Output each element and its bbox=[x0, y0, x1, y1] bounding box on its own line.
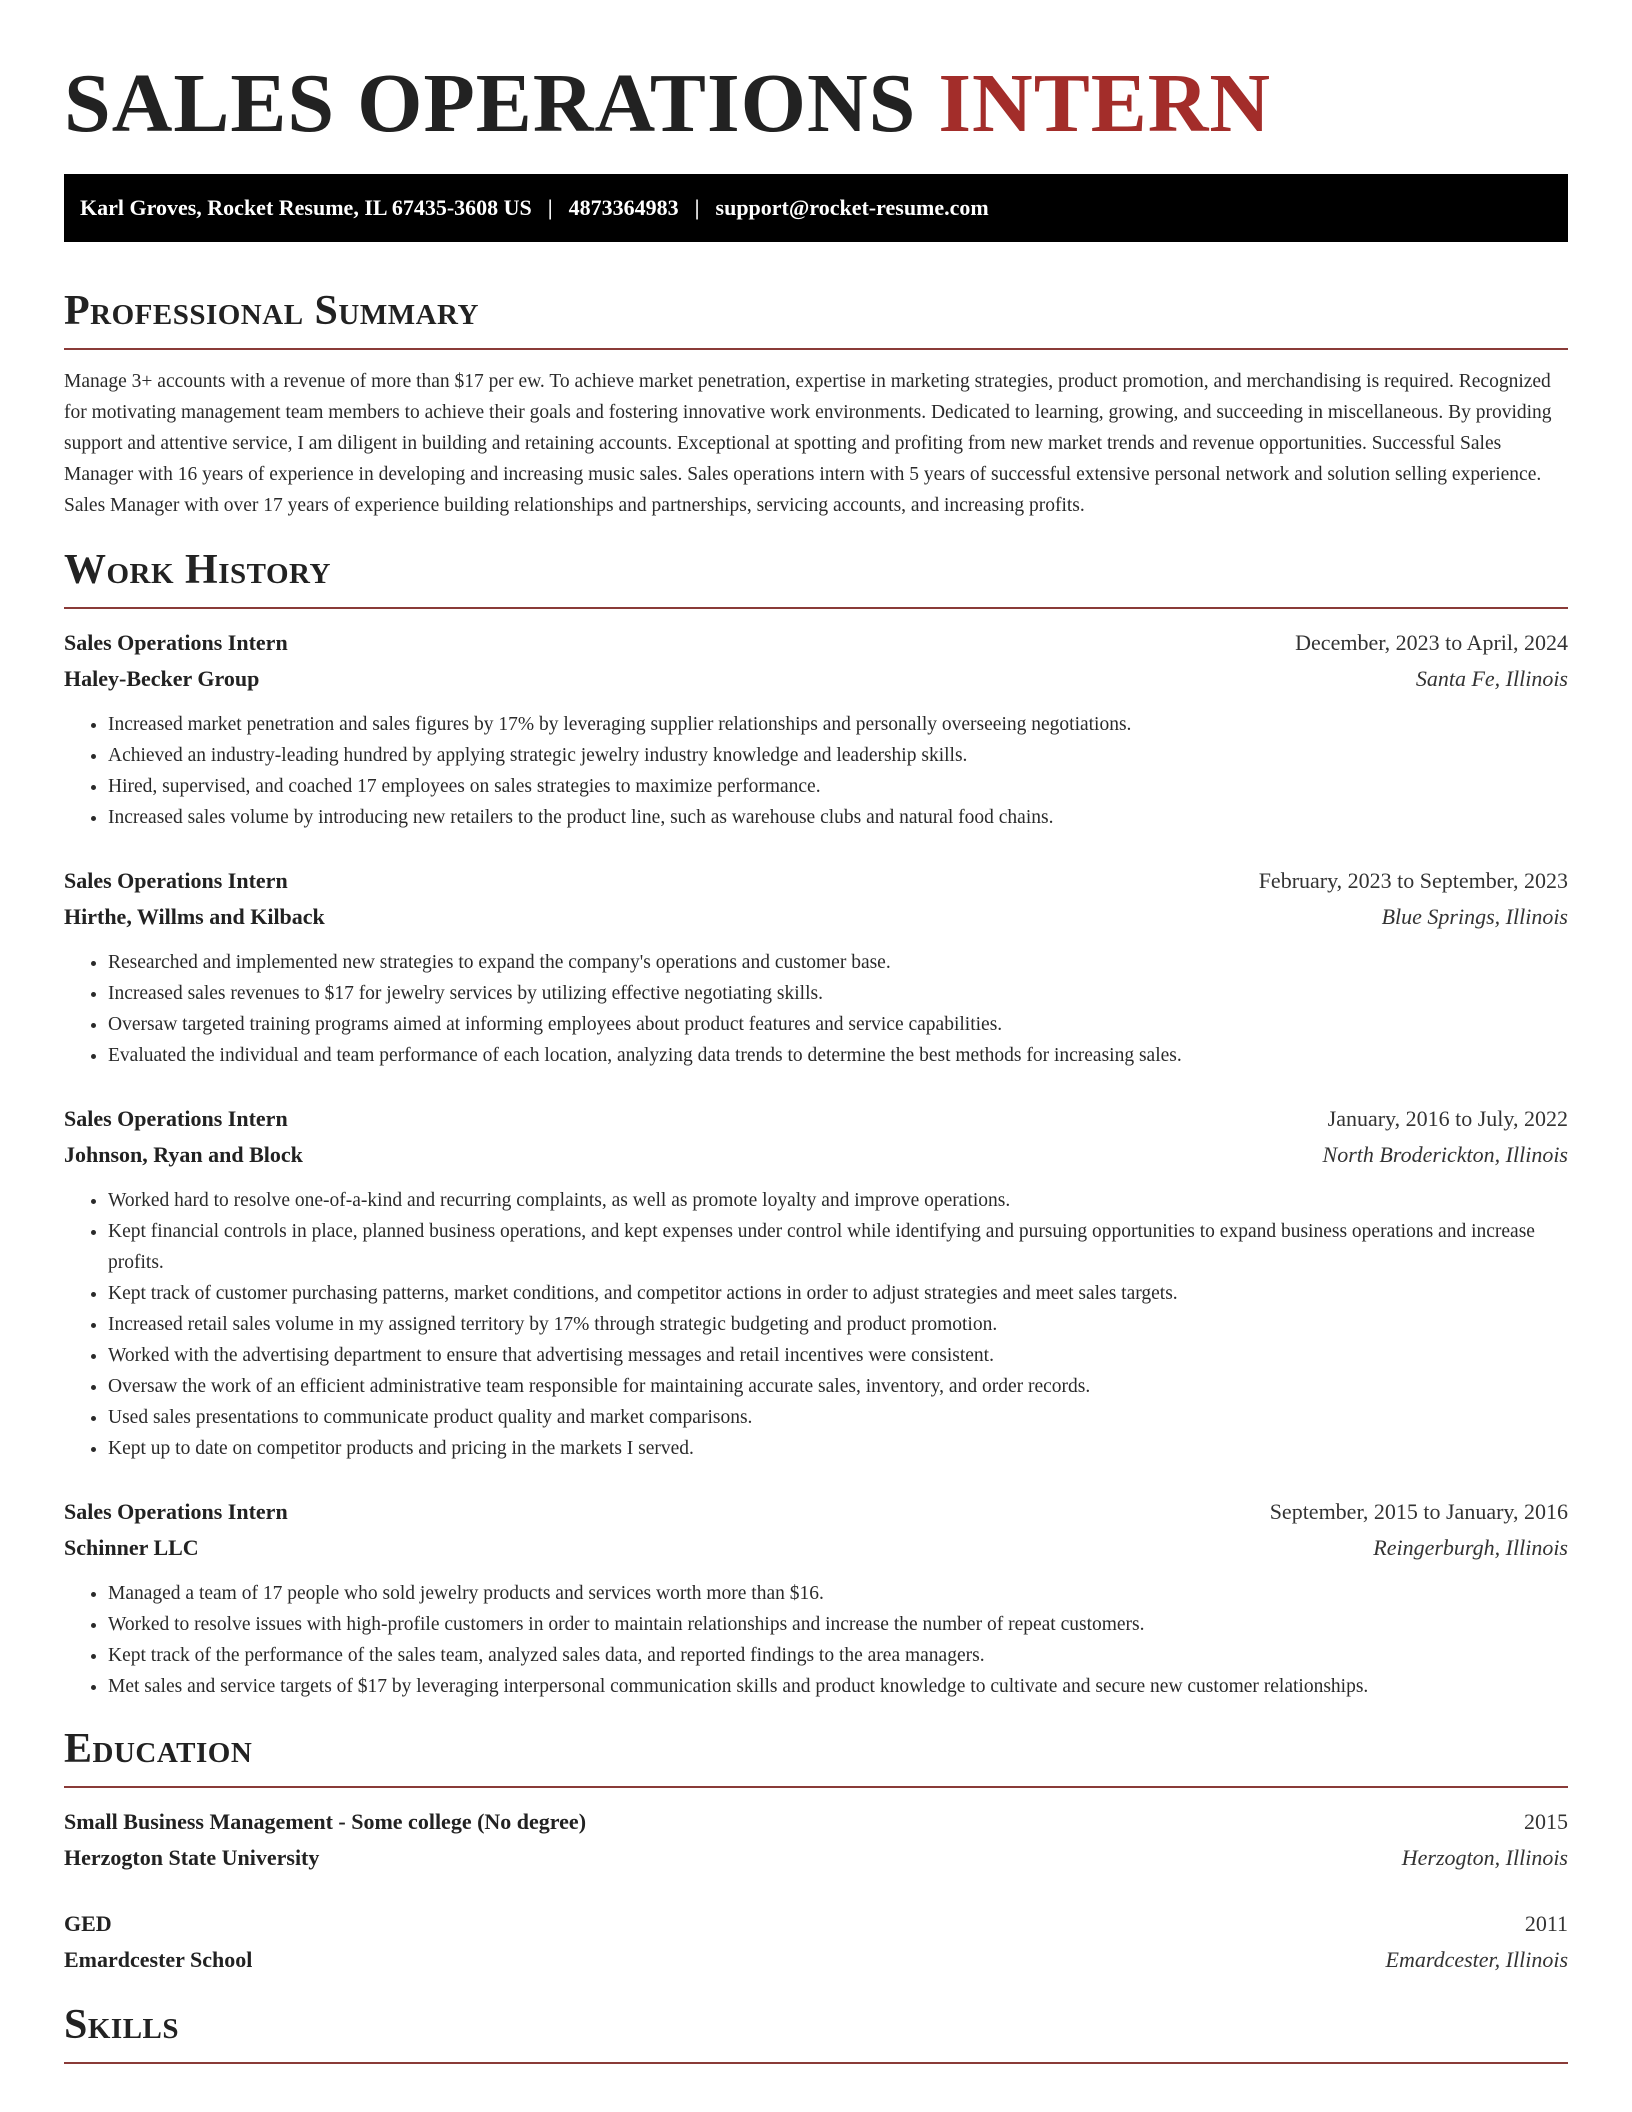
education-degree: GED bbox=[64, 1911, 112, 1936]
education-location: Emardcester, Illinois bbox=[1385, 1947, 1568, 1972]
education-school-row bbox=[64, 1942, 1568, 1978]
job-title-row bbox=[64, 1101, 1568, 1137]
skills-section bbox=[64, 2000, 1568, 2064]
summary-heading: Professional Summary bbox=[64, 286, 1568, 350]
education-degree-row bbox=[64, 1906, 1568, 1942]
job-bullet: • Evaluated the individual and team performance of each location, analyzing data trends to determine the best methods for increasing sales. bbox=[108, 1040, 1568, 1071]
job-bullet: • Oversaw the work of an efficient administrative team responsible for maintaining accurate sales, inventory, and order records. bbox=[108, 1371, 1568, 1402]
summary-section bbox=[64, 286, 1568, 521]
job-bullet: • Oversaw targeted training programs aimed at informing employees about product features and service capabilities. bbox=[108, 1009, 1568, 1040]
education-section bbox=[64, 1724, 1568, 1978]
summary-text: Manage 3+ accounts with a revenue of more than $17 per ew. To achieve market penetration, expertise in marketing strategies, product promotion, and merchandising is required. Recognized for motivating management team members to achieve their goals and fostering innovative work environments. Dedicated to learning, growing, and succeeding in miscellaneous. By providing support and attentive service, I am diligent in building and retaining accounts. Exceptional at spotting and profiting from new market trends and revenue opportunities. Successful Sales Manager with 16 years of experience in developing and increasing music sales. Sales operations intern with 5 years of successful extensive personal network and solution selling experience. Sales Manager with over 17 years of experience building relationships and partnerships, servicing accounts, and increasing profits. bbox=[64, 371, 1552, 516]
job-title-row bbox=[64, 863, 1568, 899]
job-bullet: • Hired, supervised, and coached 17 employees on sales strategies to maximize performance. bbox=[108, 771, 1568, 802]
education-school-row bbox=[64, 1840, 1568, 1876]
education-year: 2011 bbox=[1524, 1911, 1568, 1936]
job-dates: February, 2023 to September, 2023 bbox=[1258, 868, 1568, 893]
job-bullet: • Used sales presentations to communicate product quality and market comparisons. bbox=[108, 1402, 1568, 1433]
job-dates: September, 2015 to January, 2016 bbox=[1269, 1499, 1568, 1524]
job-company: Haley-Becker Group bbox=[64, 666, 260, 691]
job-bullet: • Increased market penetration and sales figures by 17% by leveraging supplier relationships and personally overseeing negotiations. bbox=[108, 709, 1568, 740]
job-bullets bbox=[64, 947, 1568, 1071]
job-entry bbox=[64, 1101, 1568, 1464]
contact-email: support@rocket-resume.com bbox=[715, 195, 989, 220]
title-accent: INTERN bbox=[938, 57, 1272, 150]
education-degree-row bbox=[64, 1804, 1568, 1840]
job-company-row bbox=[64, 1137, 1568, 1173]
resume-page bbox=[64, 0, 1568, 2064]
job-company: Johnson, Ryan and Block bbox=[64, 1142, 303, 1167]
education-entry bbox=[64, 1804, 1568, 1876]
job-location: North Broderickton, Illinois bbox=[1322, 1142, 1568, 1167]
job-title: Sales Operations Intern bbox=[64, 868, 288, 893]
job-bullet: • Met sales and service targets of $17 by leveraging interpersonal communication skills and product knowledge to cultivate and secure new customer relationships. bbox=[108, 1671, 1568, 1702]
job-bullet: • Worked to resolve issues with high-profile customers in order to maintain relationships and increase the number of repeat customers. bbox=[108, 1609, 1568, 1640]
contact-separator: | bbox=[547, 195, 553, 220]
job-bullet: • Increased sales volume by introducing new retailers to the product line, such as warehouse clubs and natural food chains. bbox=[108, 802, 1568, 833]
job-bullet: • Increased sales revenues to $17 for jewelry services by utilizing effective negotiating skills. bbox=[108, 978, 1568, 1009]
job-bullets bbox=[64, 709, 1568, 833]
job-company-row bbox=[64, 899, 1568, 935]
contact-bar bbox=[64, 174, 1568, 242]
education-location: Herzogton, Illinois bbox=[1401, 1845, 1568, 1870]
contact-phone: 4873364983 bbox=[568, 195, 679, 220]
education-degree: Small Business Management - Some college (No degree) bbox=[64, 1809, 587, 1834]
job-company-row bbox=[64, 661, 1568, 697]
job-bullet: • Managed a team of 17 people who sold jewelry products and services worth more than $16. bbox=[108, 1578, 1568, 1609]
job-bullet: • Worked hard to resolve one-of-a-kind and recurring complaints, as well as promote loyalty and improve operations. bbox=[108, 1185, 1568, 1216]
job-bullet: • Kept track of customer purchasing patterns, market conditions, and competitor actions in order to adjust strategies and meet sales targets. bbox=[108, 1278, 1568, 1309]
education-entry bbox=[64, 1906, 1568, 1978]
job-entry bbox=[64, 1494, 1568, 1702]
job-bullet: • Increased retail sales volume in my assigned territory by 17% through strategic budgeting and product promotion. bbox=[108, 1309, 1568, 1340]
education-year: 2015 bbox=[1524, 1809, 1568, 1834]
skills-heading: Skills bbox=[64, 2000, 1568, 2064]
contact-address: Karl Groves, Rocket Resume, IL 67435-3608 US bbox=[80, 195, 532, 220]
education-school: Emardcester School bbox=[64, 1947, 253, 1972]
job-location: Santa Fe, Illinois bbox=[1415, 666, 1568, 691]
job-bullet: • Achieved an industry-leading hundred by applying strategic jewelry industry knowledge and leadership skills. bbox=[108, 740, 1568, 771]
job-title: Sales Operations Intern bbox=[64, 630, 288, 655]
job-title-row bbox=[64, 625, 1568, 661]
job-company-row bbox=[64, 1530, 1568, 1566]
job-location: Blue Springs, Illinois bbox=[1381, 904, 1568, 929]
contact-separator: | bbox=[694, 195, 700, 220]
job-dates: January, 2016 to July, 2022 bbox=[1327, 1106, 1568, 1131]
job-bullet: • Researched and implemented new strategies to expand the company's operations and customer base. bbox=[108, 947, 1568, 978]
job-entry bbox=[64, 863, 1568, 1071]
work-history-heading: Work History bbox=[64, 545, 1568, 609]
title-main: SALES OPERATIONS bbox=[64, 57, 917, 150]
job-location: Reingerburgh, Illinois bbox=[1373, 1535, 1568, 1560]
work-history-section bbox=[64, 545, 1568, 1702]
job-company: Schinner LLC bbox=[64, 1535, 199, 1560]
job-title-row bbox=[64, 1494, 1568, 1530]
job-company: Hirthe, Willms and Kilback bbox=[64, 904, 325, 929]
education-heading: Education bbox=[64, 1724, 1568, 1788]
job-bullet: • Kept up to date on competitor products and pricing in the markets I served. bbox=[108, 1433, 1568, 1464]
job-bullets bbox=[64, 1578, 1568, 1702]
job-title: Sales Operations Intern bbox=[64, 1106, 288, 1131]
resume-title bbox=[64, 0, 1568, 150]
job-bullet: • Kept financial controls in place, planned business operations, and kept expenses under control while identifying and pursuing opportunities to expand business operations and increase profits. bbox=[108, 1216, 1568, 1278]
job-bullets bbox=[64, 1185, 1568, 1464]
job-bullet: • Kept track of the performance of the sales team, analyzed sales data, and reported findings to the area managers. bbox=[108, 1640, 1568, 1671]
job-title: Sales Operations Intern bbox=[64, 1499, 288, 1524]
job-entry bbox=[64, 625, 1568, 833]
education-school: Herzogton State University bbox=[64, 1845, 320, 1870]
job-bullet: • Worked with the advertising department to ensure that advertising messages and retail incentives were consistent. bbox=[108, 1340, 1568, 1371]
job-dates: December, 2023 to April, 2024 bbox=[1295, 630, 1568, 655]
